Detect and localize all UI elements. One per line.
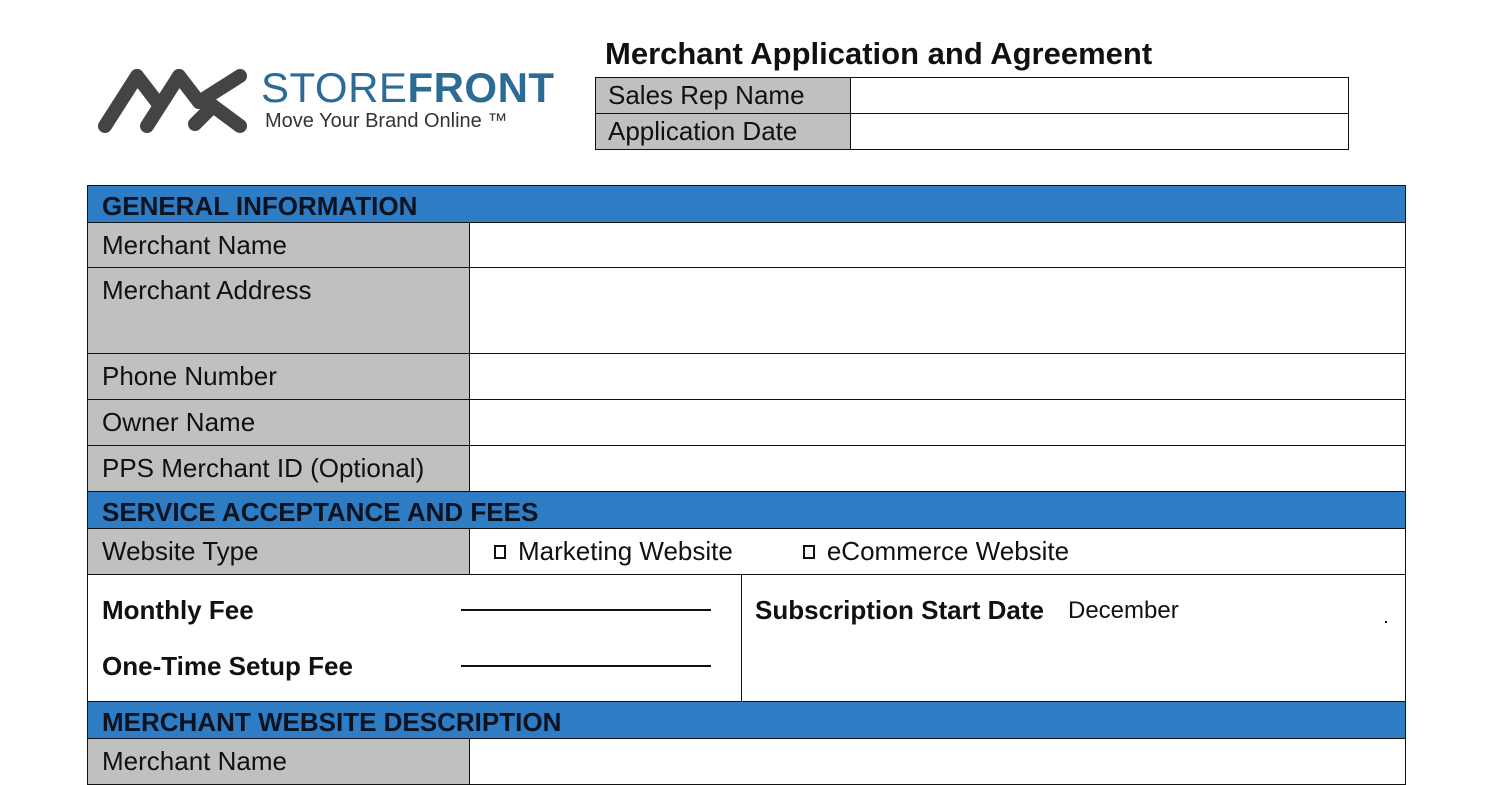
website-type-row bbox=[88, 529, 1405, 575]
owner-name-field[interactable] bbox=[470, 400, 1405, 445]
ecommerce-website-option[interactable] bbox=[803, 536, 1069, 567]
pps-merchant-id-row bbox=[88, 446, 1405, 492]
marketing-website-label: Marketing Website bbox=[518, 536, 733, 566]
monthly-fee-label: Monthly Fee bbox=[102, 595, 254, 625]
storefront-logo bbox=[95, 62, 555, 142]
logo-tagline: Move Your Brand Online ™ bbox=[265, 110, 508, 132]
sales-rep-field[interactable] bbox=[851, 78, 1349, 114]
setup-fee-field[interactable] bbox=[461, 665, 711, 667]
header-info-table bbox=[595, 77, 1349, 150]
subscription-start-label: Subscription Start Date bbox=[755, 595, 1044, 625]
setup-fee-label: One-Time Setup Fee bbox=[102, 651, 353, 681]
owner-name-row bbox=[88, 400, 1405, 446]
marketing-website-option[interactable] bbox=[494, 536, 733, 567]
section-general-information: GENERAL INFORMATION bbox=[88, 186, 1405, 223]
website-type-options bbox=[470, 529, 1405, 574]
fees-row bbox=[88, 575, 1405, 702]
merchant-address-field[interactable] bbox=[470, 268, 1405, 353]
pps-merchant-id-field[interactable] bbox=[470, 446, 1405, 491]
merchant-name-label: Merchant Name bbox=[88, 223, 470, 267]
section-merchant-website-description: MERCHANT WEBSITE DESCRIPTION bbox=[88, 702, 1405, 739]
website-merchant-name-field[interactable] bbox=[470, 739, 1405, 784]
section-service-acceptance: SERVICE ACCEPTANCE AND FEES bbox=[88, 492, 1405, 529]
phone-number-field[interactable] bbox=[470, 354, 1405, 399]
storefront-logo-mark-icon bbox=[95, 62, 255, 142]
phone-number-label: Phone Number bbox=[88, 354, 470, 399]
sales-rep-label: Sales Rep Name bbox=[596, 78, 851, 114]
fees-panel bbox=[88, 575, 742, 701]
ecommerce-website-checkbox[interactable] bbox=[803, 545, 815, 559]
application-date-field[interactable] bbox=[851, 114, 1349, 150]
website-type-label: Website Type bbox=[88, 529, 470, 574]
merchant-name-row bbox=[88, 223, 1405, 268]
merchant-name-field[interactable] bbox=[470, 223, 1405, 267]
merchant-address-row bbox=[88, 268, 1405, 354]
owner-name-label: Owner Name bbox=[88, 400, 470, 445]
marketing-website-checkbox[interactable] bbox=[494, 545, 506, 559]
phone-number-row bbox=[88, 354, 1405, 400]
subscription-panel bbox=[742, 575, 1405, 701]
application-form bbox=[87, 185, 1406, 785]
website-merchant-name-label: Merchant Name bbox=[88, 739, 470, 784]
monthly-fee-field[interactable] bbox=[461, 609, 711, 611]
sales-rep-row bbox=[596, 78, 1349, 114]
application-date-row bbox=[596, 114, 1349, 150]
dot-mark bbox=[1385, 621, 1387, 623]
pps-merchant-id-label: PPS Merchant ID (Optional) bbox=[88, 446, 470, 491]
subscription-start-value[interactable]: December bbox=[1068, 597, 1179, 624]
logo-wordmark: STOREFRONT bbox=[261, 64, 555, 111]
merchant-address-label: Merchant Address bbox=[88, 268, 470, 353]
application-date-label: Application Date bbox=[596, 114, 851, 150]
ecommerce-website-label: eCommerce Website bbox=[826, 536, 1070, 566]
document-title: Merchant Application and Agreement bbox=[605, 36, 1153, 71]
website-merchant-name-row bbox=[88, 739, 1405, 784]
